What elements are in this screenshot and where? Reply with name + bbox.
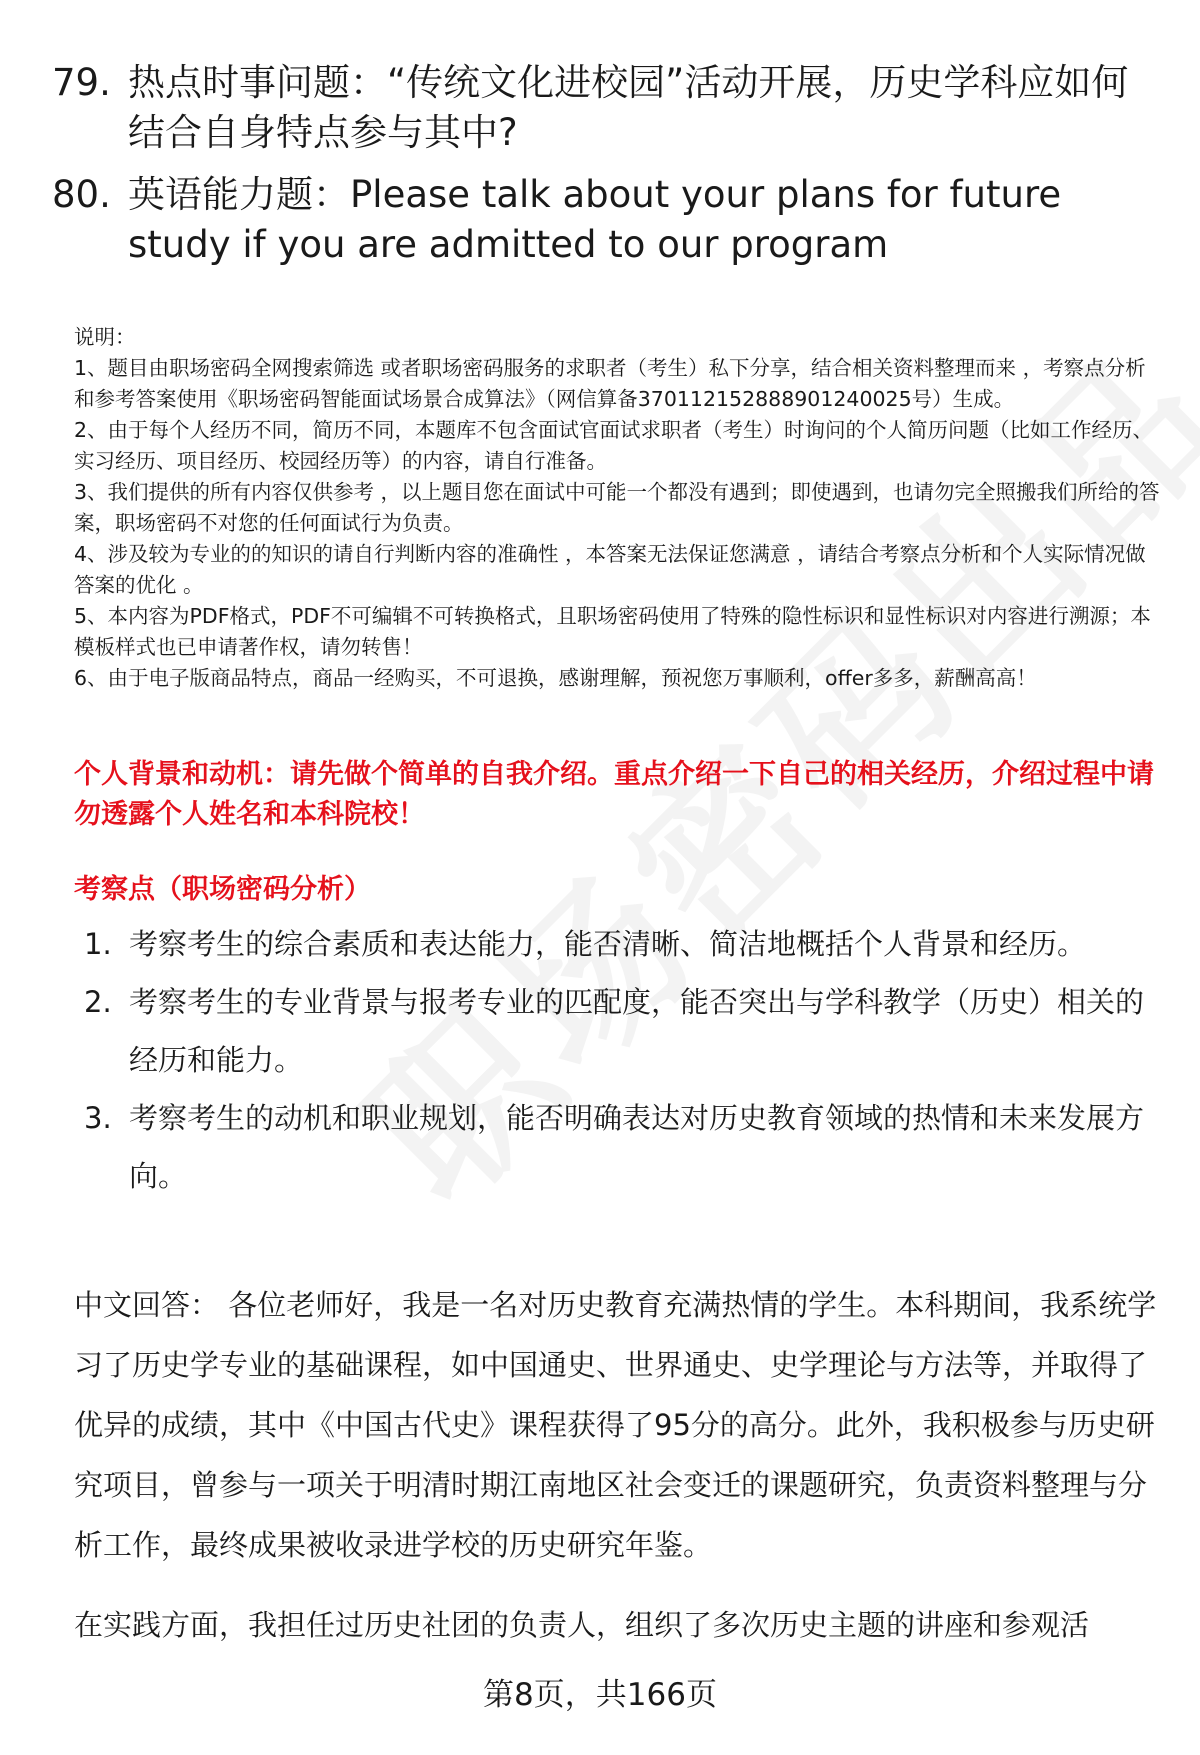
- question-text: 热点时事问题：“传统文化进校园”活动开展，历史学科应如何结合自身特点参与其中?: [128, 61, 1129, 154]
- analysis-item: [84, 973, 1164, 1089]
- answer-paragraph-1: 中文回答： 各位老师好，我是一名对历史教育充满热情的学生。本科期间，我系统学习了历史学专业的基础课程，如中国通史、世界通史、史学理论与方法等，并取得了优异的成绩，其中《中国古代史》课程获得了95分的高分。此外，我积极参与历史研究项目，曾参与一项关于明清时期江南地区社会变迁的课题研究，负责资料整理与分析工作，最终成果被收录进学校的历史研究年鉴。: [74, 1288, 1157, 1562]
- analysis-heading: 考察点（职场密码分析）: [74, 874, 371, 905]
- analysis-item-number: 3.: [84, 1101, 112, 1135]
- note-item: 6、由于电子版商品特点，商品一经购买，不可退换，感谢理解，预祝您万事顺利，offer多多，薪酬高高！: [74, 666, 1037, 690]
- note-item: 3、我们提供的所有内容仅供参考 ，以上题目您在面试中可能一个都没有遇到；即使遇到，也请勿完全照搬我们所给的答案，职场密码不对您的任何面试行为负责。: [74, 480, 1160, 535]
- notes-title: 说明：: [74, 325, 136, 349]
- disclaimer-notes: [74, 322, 1164, 694]
- analysis-item-text: 考察考生的专业背景与报考专业的匹配度，能否突出与学科教学（历史）相关的经历和能力。: [129, 985, 1145, 1077]
- note-item: 1、题目由职场密码全网搜索筛选 或者职场密码服务的求职者（考生）私下分享，结合相关资料整理而来 ，考察点分析和参考答案使用《职场密码智能面试场景合成算法》（网信算备370112152888901240025号）生成。: [74, 356, 1146, 411]
- analysis-item: [84, 1089, 1164, 1205]
- analysis-item: [84, 915, 1164, 973]
- page-footer: 第8页，共166页: [483, 1677, 717, 1713]
- question-number: 80.: [52, 173, 111, 216]
- note-item: 2、由于每个人经历不同，简历不同，本题库不包含面试官面试求职者（考生）时询问的个人简历问题（比如工作经历、实习经历、项目经历、校园经历等）的内容，请自行准备。: [74, 418, 1154, 473]
- question-text: 英语能力题：Please talk about your plans for future study if you are admitted to our program: [128, 173, 1062, 266]
- interview-question-heading: 个人背景和动机：请先做个简单的自我介绍。重点介绍一下自己的相关经历，介绍过程中请勿透露个人姓名和本科院校！: [74, 759, 1154, 830]
- note-item: 5、本内容为PDF格式，PDF不可编辑不可转换格式，且职场密码使用了特殊的隐性标识和显性标识对内容进行溯源；本模板样式也已申请著作权，请勿转售！: [74, 604, 1151, 659]
- question-79: [52, 58, 1152, 158]
- analysis-item-number: 2.: [84, 985, 112, 1019]
- analysis-item-text: 考察考生的动机和职业规划，能否明确表达对历史教育领域的热情和未来发展方向。: [129, 1101, 1145, 1193]
- answer-paragraph-2: 在实践方面，我担任过历史社团的负责人，组织了多次历史主题的讲座和参观活: [74, 1608, 1090, 1642]
- question-number: 79.: [52, 61, 111, 104]
- analysis-item-number: 1.: [84, 927, 112, 961]
- question-80: [52, 170, 1152, 270]
- note-item: 4、涉及较为专业的的知识的请自行判断内容的准确性 ，本答案无法保证您满意 ，请结合考察点分析和个人实际情况做答案的优化 。: [74, 542, 1146, 597]
- analysis-list: [84, 915, 1164, 1205]
- analysis-item-text: 考察考生的综合素质和表达能力，能否清晰、简洁地概括个人背景和经历。: [129, 927, 1087, 961]
